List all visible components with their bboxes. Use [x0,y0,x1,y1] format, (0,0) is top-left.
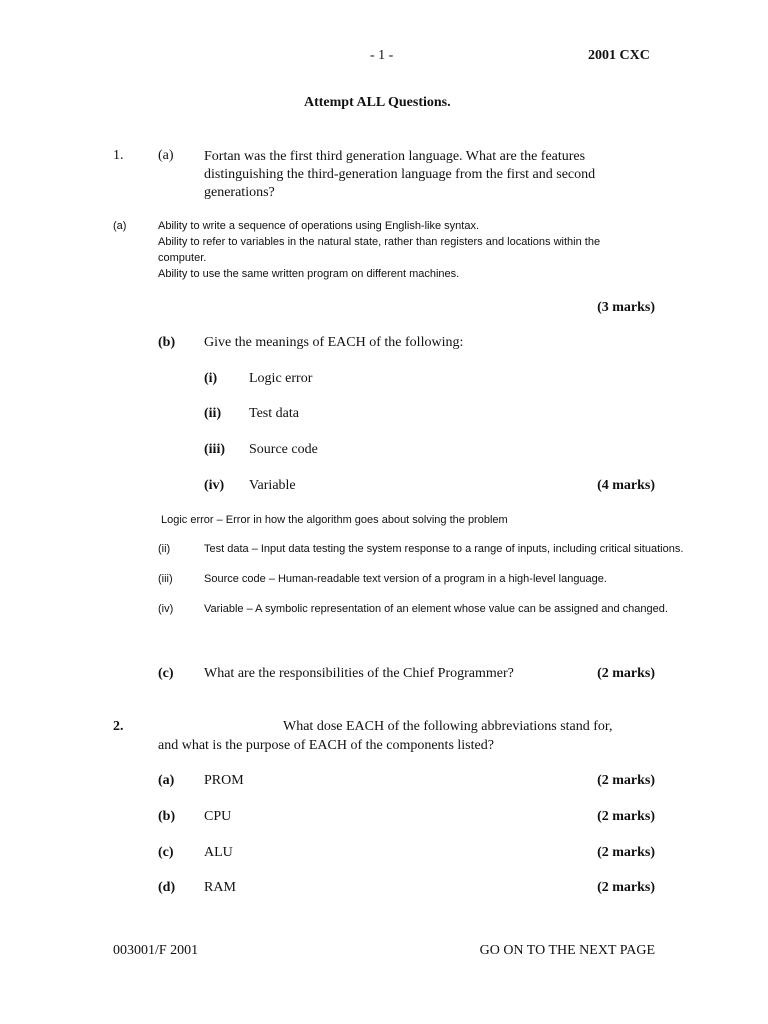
answer-label: (iii) [158,573,173,585]
question-1c-label: (c) [158,666,174,681]
page-number: - 1 - [370,48,394,63]
exam-code: 2001 CXC [588,48,650,63]
item-marks: (2 marks) [597,773,655,788]
item-text: RAM [204,880,236,895]
item-marks: (2 marks) [597,845,655,860]
item-text: ALU [204,845,233,860]
question-2-text-line1: What dose EACH of the following abbreviations stand for, [283,719,613,734]
item-text: Source code [249,442,318,457]
footer-next-page: GO ON TO THE NEXT PAGE [479,943,655,958]
item-text: Test data [249,406,299,421]
instructions-heading: Attempt ALL Questions. [304,95,451,110]
answer-1a-label: (a) [113,220,127,232]
answer-text: Variable – A symbolic representation of an element whose value can be assigned and changed. [204,603,668,615]
item-label: (i) [204,371,218,386]
question-1b-text: Give the meanings of EACH of the following: [204,335,464,350]
marks-1b: (4 marks) [597,478,655,493]
answer-text: Logic error – Error in how the algorithm goes about solving the problem [161,514,508,526]
answer-1a-text [158,218,600,282]
answer-label: (ii) [158,543,171,555]
question-2-text-line2: and what is the purpose of EACH of the components listed? [158,738,494,753]
item-label: (c) [158,845,174,860]
item-label: (b) [158,809,176,824]
question-1b-label: (b) [158,335,176,350]
answer-line: computer. [158,252,207,264]
question-1c-text: What are the responsibilities of the Chief Programmer? [204,666,514,681]
answer-line: Ability to refer to variables in the natural state, rather than registers and locations within the [158,236,601,248]
answer-text: Source code – Human-readable text version of a program in a high-level language. [204,573,607,585]
question-line: generations? [204,185,275,200]
answer-line: Ability to write a sequence of operations using English-like syntax. [158,220,480,232]
marks-1c: (2 marks) [597,666,655,681]
marks-1a: (3 marks) [597,300,655,315]
item-text: Logic error [249,371,313,386]
answer-text: Test data – Input data testing the system response to a range of inputs, including critical situations. [204,543,684,555]
item-label: (a) [158,773,175,788]
question-line: Fortan was the first third generation language. What are the features [204,149,586,164]
question-1-number: 1. [113,148,124,163]
item-label: (iii) [204,442,225,457]
question-2-number: 2. [113,719,124,734]
answer-line: Ability to use the same written program on different machines. [158,268,460,280]
footer-code: 003001/F 2001 [113,943,199,958]
question-1a-text [204,148,595,202]
item-label: (ii) [204,406,222,421]
item-text: CPU [204,809,232,824]
item-marks: (2 marks) [597,809,655,824]
item-text: PROM [204,773,244,788]
answer-label: (iv) [158,603,174,615]
question-line: distinguishing the third-generation language from the first and second [204,167,596,182]
item-label: (d) [158,880,176,895]
question-1a-label: (a) [158,148,174,163]
item-marks: (2 marks) [597,880,655,895]
item-label: (iv) [204,478,225,493]
item-text: Variable [249,478,296,493]
